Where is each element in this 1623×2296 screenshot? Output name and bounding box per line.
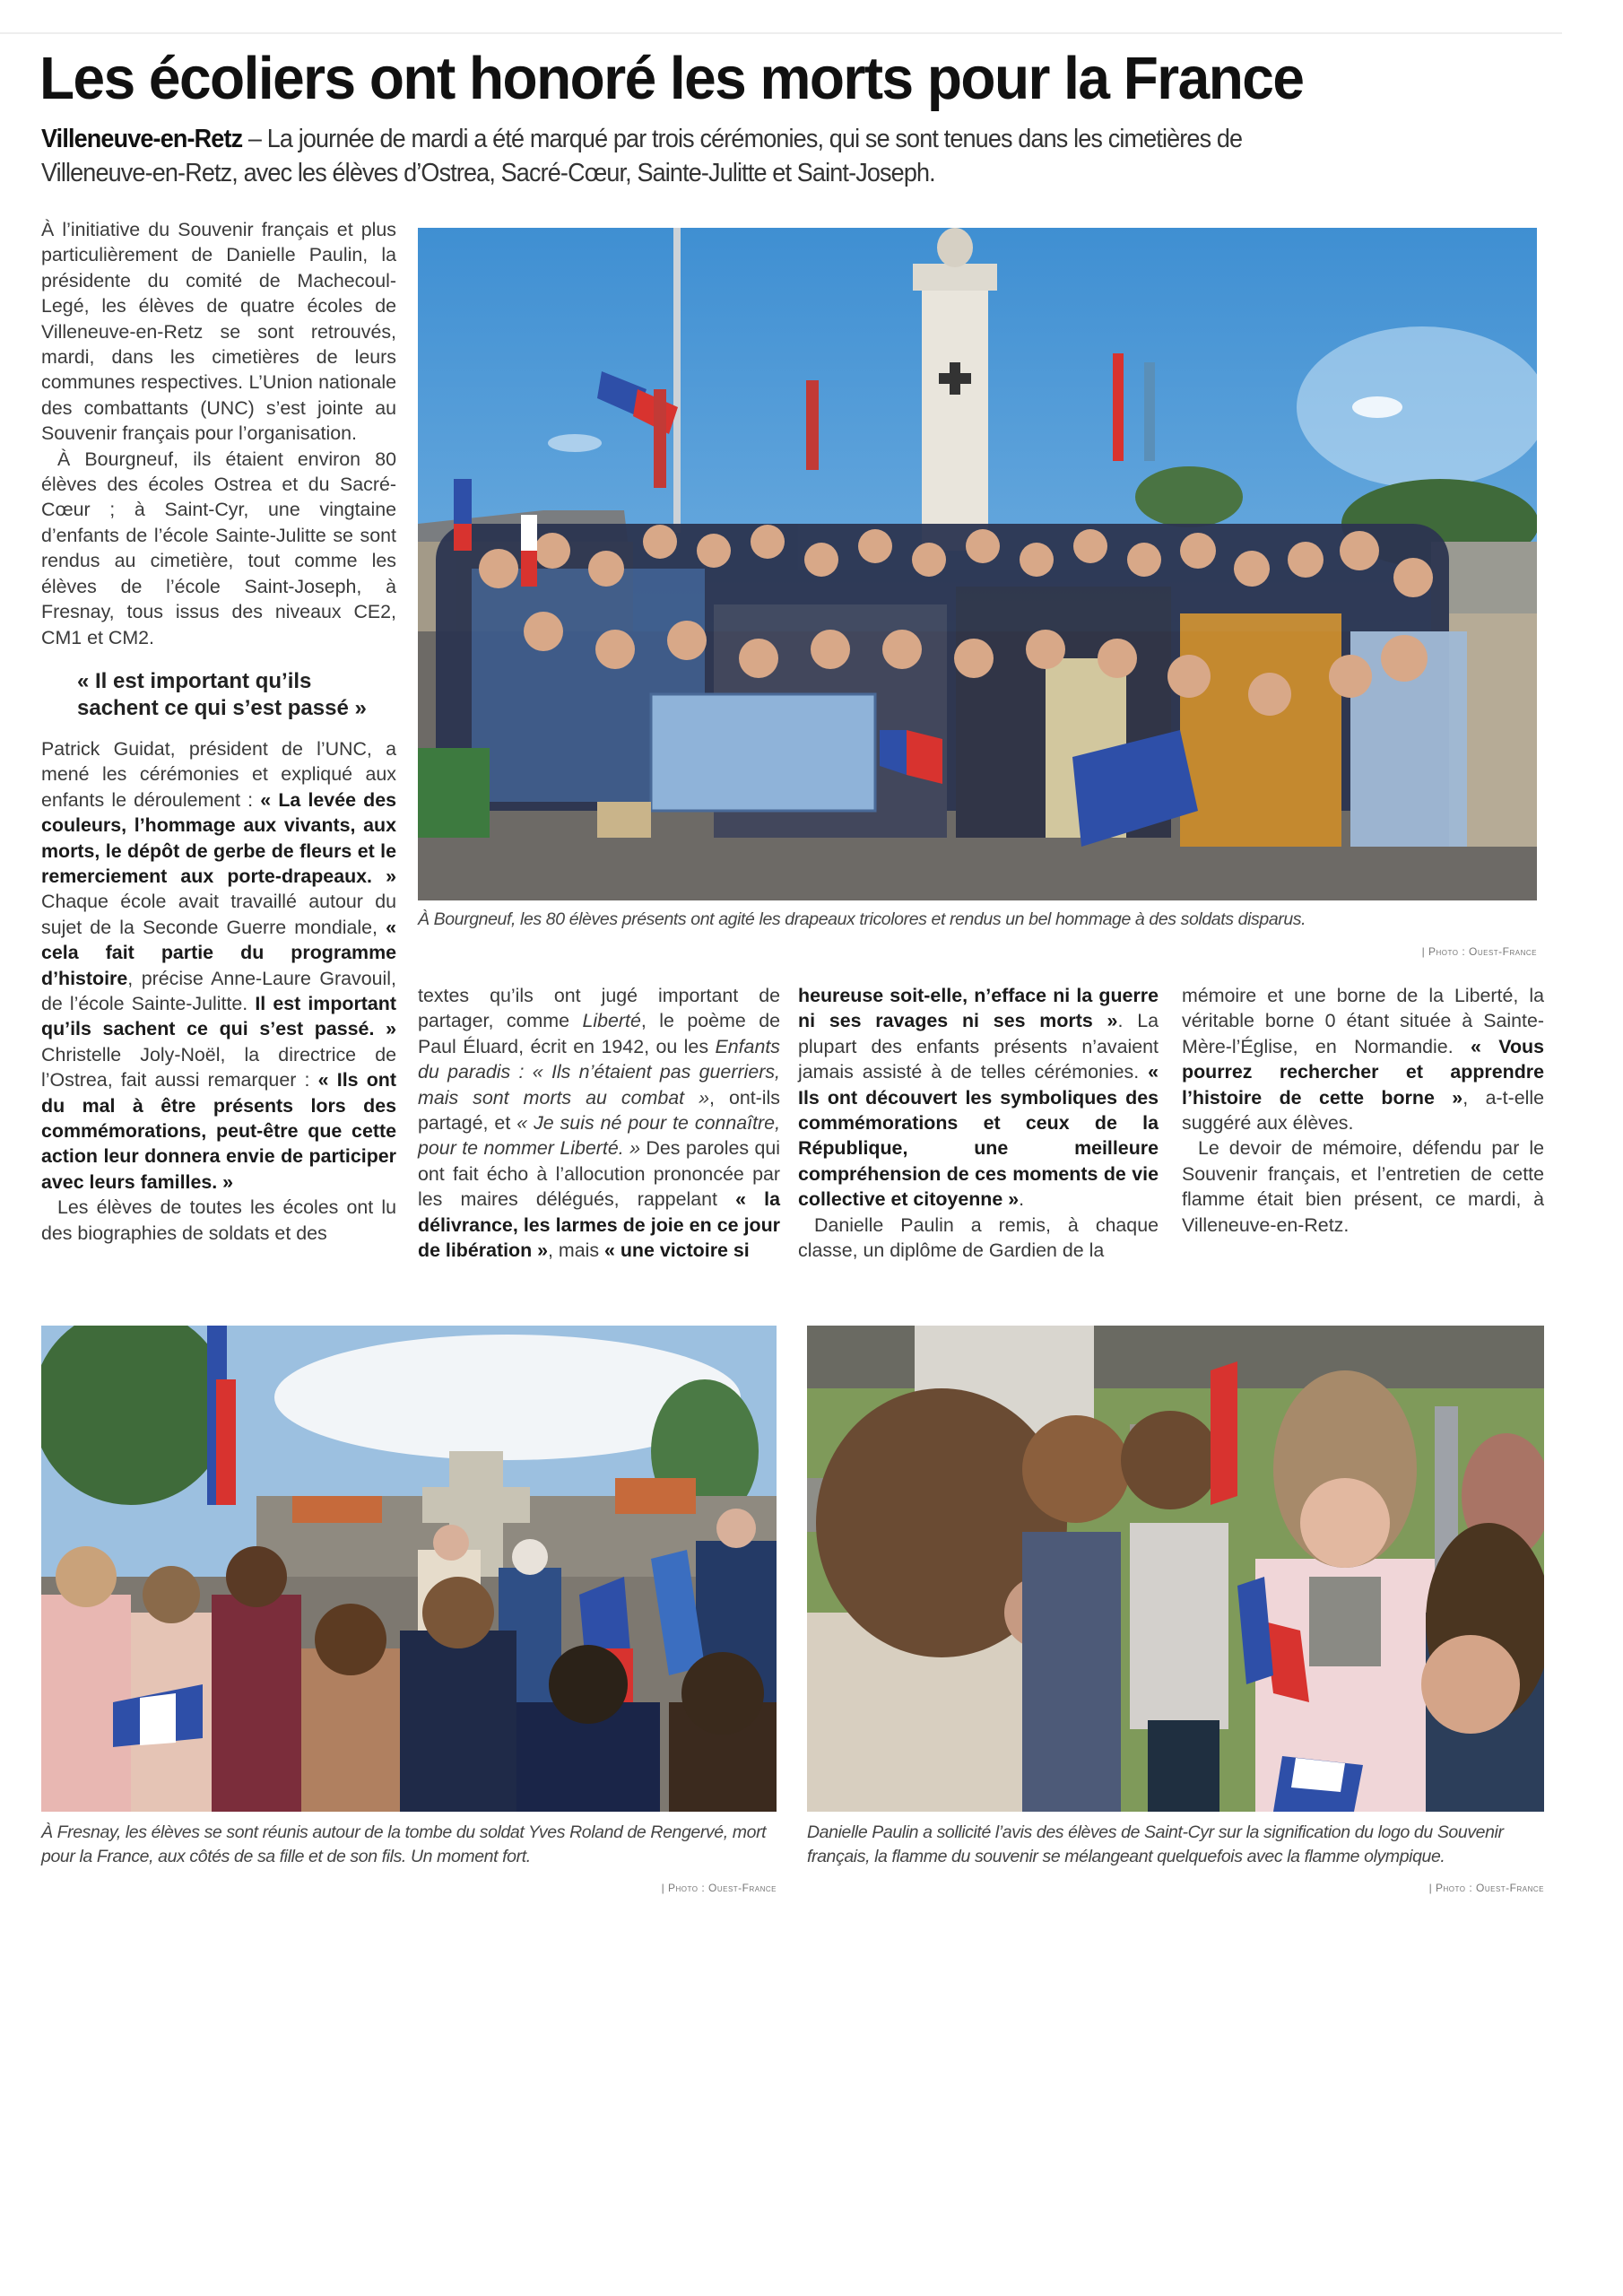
text-run: . bbox=[1019, 1188, 1025, 1211]
photo-caption-left: À Fresnay, les élèves se sont réunis autour de la tombe du soldat Yves Roland de Rengervé, mort pour la France, aux côtés de sa fille et de son fils. Un moment fort. bbox=[41, 1822, 767, 1866]
headline: Les écoliers ont honoré les morts pour la France bbox=[39, 45, 1304, 112]
paragraph bbox=[798, 983, 1159, 1213]
text-run: , précise Anne-Laure Gravouil, de l’école Sainte-Julitte. bbox=[41, 967, 396, 1014]
quote-bold: « une victoire si bbox=[604, 1239, 750, 1262]
quote-bold: Il est important qu’ils sachent ce qui s’est passé. » bbox=[41, 992, 396, 1040]
quote-bold: « La levée des couleurs, l’hommage aux vivants, aux morts, le dépôt de gerbe de fleurs et le remerciement aux porte-drapeaux. » bbox=[41, 788, 397, 887]
photo-credit-left: | Photo : Ouest-France bbox=[661, 1882, 777, 1894]
photo-fresnay-grave bbox=[41, 1326, 777, 1812]
text-run: mémoire et une borne de la Liberté, la véritable borne 0 étant située à Sainte-Mère-l’Église, en Normandie. bbox=[1182, 985, 1544, 1057]
paragraph: À l’initiative du Souvenir français et plus particulièrement de Danielle Paulin, la présidente du comité de Machecoul-Legé, les élèves de quatre écoles de Villeneuve-en-Retz se sont retrouvés, mardi, dans les cimetières de leurs communes respectives. L’Union nationale des combattants (UNC) s’est jointe au Souvenir français pour l’organisation. bbox=[41, 219, 396, 445]
text-run: , ont-ils partagé, et bbox=[418, 1086, 780, 1135]
text-run: Patrick Guidat, président de l’UNC, a mené les cérémonies et expliqué aux enfants le déroulement : bbox=[41, 737, 396, 811]
text-run: . La plupart des enfants présents n’avaient jamais assisté à de telles cérémonies. bbox=[798, 1010, 1159, 1083]
paragraph bbox=[418, 983, 780, 1263]
text-run: Christelle Joly-Noël, la directrice de l’Ostrea, fait aussi remarquer : bbox=[41, 1043, 396, 1091]
paragraph: Les élèves de toutes les écoles ont lu des biographies de soldats et des bbox=[41, 1196, 396, 1244]
article-column-2 bbox=[418, 983, 780, 1263]
article-column-3 bbox=[798, 983, 1159, 1263]
text-run: , le poème de Paul Éluard, écrit en 1942, ou les bbox=[418, 1010, 780, 1057]
top-rule bbox=[0, 32, 1562, 34]
title-italic: Liberté bbox=[582, 1010, 641, 1032]
text-run: , mais bbox=[548, 1239, 605, 1262]
paragraph bbox=[41, 736, 396, 1195]
dateline-dash: – bbox=[242, 125, 267, 153]
standfirst bbox=[41, 122, 1292, 190]
quote-bold: « Ils ont découvert les symboliques des commémorations et ceux de la République, une meilleure compréhension de ces moments de vie collective et citoyenne » bbox=[798, 1061, 1159, 1211]
photo-credit-main: | Photo : Ouest-France bbox=[1421, 945, 1537, 958]
paragraph: Le devoir de mémoire, défendu par le Souvenir français, et l’entretien de cette flamme était bien présent, ce mardi, à Villeneuve-en-Retz. bbox=[1182, 1137, 1544, 1236]
quote-italic: Enfants du paradis : « Ils n’étaient pas guerriers, mais sont morts au combat » bbox=[418, 1035, 780, 1109]
photo-image bbox=[807, 1326, 1544, 1812]
photo-caption-right: Danielle Paulin a sollicité l’avis des élèves de Saint-Cyr sur la signification du logo du Souvenir français, la flamme du souvenir se mélangeant quelquefois avec la flamme olympique. bbox=[807, 1822, 1504, 1866]
quote-bold: « Vous pourrez rechercher et apprendre l’histoire de cette borne » bbox=[1182, 1035, 1544, 1109]
photo-image bbox=[418, 228, 1537, 900]
paragraph: À Bourgneuf, ils étaient environ 80 élèves des écoles Ostrea et du Sacré-Cœur ; à Saint-Cyr, une vingtaine d’enfants de l’école Sainte-Julitte se sont rendus au cimetière, tout comme les élèves de l’école Saint-Joseph, à Fresnay, tous issus des niveaux CE2, CM1 et CM2. bbox=[41, 448, 396, 648]
photo-saint-cyr-logo bbox=[807, 1326, 1544, 1812]
text-run: Des paroles qui ont fait écho à l’allocution prononcée par les maires délégués, rappelant bbox=[418, 1137, 780, 1211]
article-column-1 bbox=[41, 217, 396, 1246]
photo-caption-main: À Bourgneuf, les 80 élèves présents ont agité les drapeaux tricolores et rendus un bel hommage à des soldats disparus. bbox=[418, 909, 1306, 929]
photo-image bbox=[41, 1326, 777, 1812]
quote-bold: heureuse soit-elle, n’efface ni la guerre ni ses ravages ni ses morts » bbox=[798, 985, 1159, 1032]
photo-bourgneuf-ceremony bbox=[418, 228, 1537, 900]
paragraph bbox=[1182, 983, 1544, 1135]
quote-bold: « Ils ont du mal à être présents lors des commémorations, peut-être que cette action leur donnera envie de participer avec leurs familles. » bbox=[41, 1069, 396, 1193]
text-run: Chaque école avait travaillé autour du sujet de la Seconde Guerre mondiale, bbox=[41, 891, 396, 938]
intertitle: « Il est important qu’ils sachent ce qui s’est passé » bbox=[77, 668, 367, 720]
dateline: Villeneuve-en-Retz bbox=[41, 125, 243, 153]
quote-bold: « la délivrance, les larmes de joie en ce jour de libération » bbox=[418, 1188, 780, 1262]
text-run: textes qu’ils ont jugé important de partager, comme bbox=[418, 985, 780, 1032]
quote-bold: « cela fait partie du programme d’histoire bbox=[41, 916, 396, 989]
quote-italic: « Je suis né pour te connaître, pour te nommer Liberté. » bbox=[418, 1112, 781, 1160]
text-run: , a-t-elle suggéré aux élèves. bbox=[1182, 1086, 1544, 1135]
paragraph: Danielle Paulin a remis, à chaque classe, un diplôme de Gardien de la bbox=[798, 1213, 1159, 1262]
article-column-4 bbox=[1182, 983, 1544, 1238]
standfirst-text: La journée de mardi a été marqué par trois cérémonies, qui se sont tenues dans les cimetières de Villeneuve-en-Retz, avec les élèves d’Ostrea, Sacré-Cœur, Sainte-Julitte et Saint-Joseph. bbox=[41, 125, 1243, 187]
photo-credit-right: | Photo : Ouest-France bbox=[1428, 1882, 1544, 1894]
